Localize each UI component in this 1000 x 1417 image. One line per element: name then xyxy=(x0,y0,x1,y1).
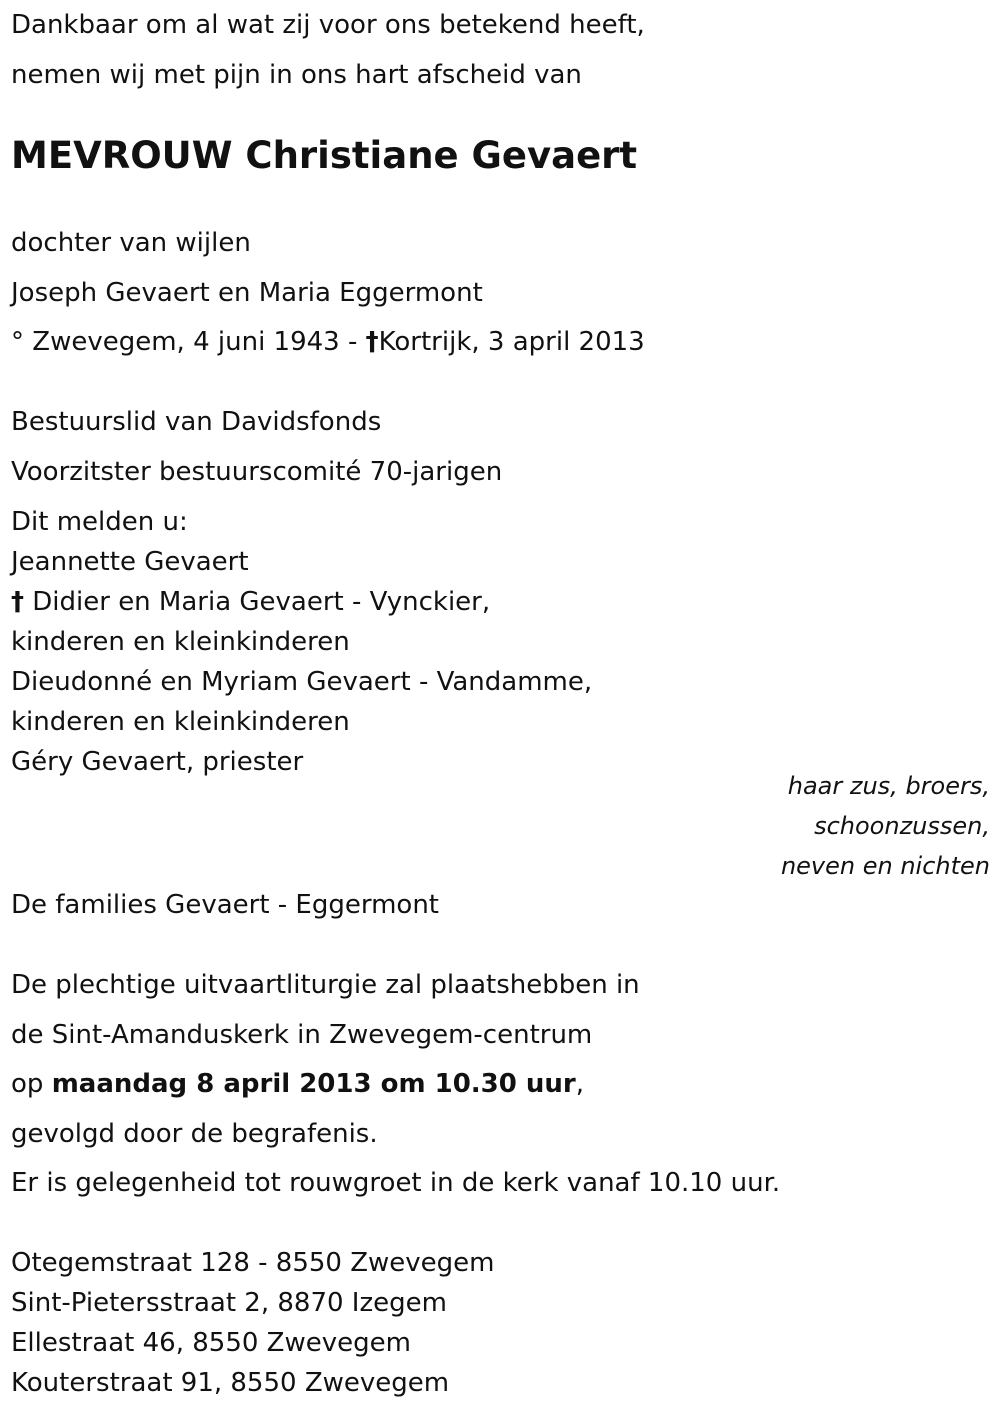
relation-line-3: neven en nichten xyxy=(780,852,990,880)
role-line-1: Bestuurslid van Davidsfonds xyxy=(11,407,382,437)
deceased-name: MEVROUW Christiane Gevaert xyxy=(11,134,638,177)
ceremony-line-1: De plechtige uitvaartliturgie zal plaatshebben in xyxy=(11,970,640,1000)
intro-line-2: nemen wij met pijn in ons hart afscheid van xyxy=(11,60,582,90)
ceremony-line-4: gevolgd door de begrafenis. xyxy=(11,1119,378,1149)
ceremony-line-2: de Sint-Amanduskerk in Zwevegem-centrum xyxy=(11,1020,593,1050)
announcer-line: Jeannette Gevaert xyxy=(11,547,249,577)
address-line: Kouterstraat 91, 8550 Zwevegem xyxy=(11,1368,450,1398)
ceremony-suffix: , xyxy=(575,1069,585,1099)
ceremony-prefix: op xyxy=(11,1069,44,1099)
announcer-text: Didier en Maria Gevaert - Vynckier, xyxy=(32,587,491,617)
address-line: Otegemstraat 128 - 8550 Zwevegem xyxy=(11,1248,495,1278)
birth-symbol: ° xyxy=(11,327,24,357)
address-line: Ellestraat 46, 8550 Zwevegem xyxy=(11,1328,411,1358)
cross-icon: † xyxy=(365,327,379,357)
relation-line-1: haar zus, broers, xyxy=(787,772,990,800)
announcer-line: Dieudonné en Myriam Gevaert - Vandamme, xyxy=(11,667,593,697)
ceremony-line-5: Er is gelegenheid tot rouwgroet in de kerk vanaf 10.10 uur. xyxy=(11,1168,781,1198)
announcer-line xyxy=(11,586,490,618)
announcer-line: kinderen en kleinkinderen xyxy=(11,627,350,657)
announcers-intro: Dit melden u: xyxy=(11,507,188,537)
intro-line-1: Dankbaar om al wat zij voor ons betekend heeft, xyxy=(11,10,645,40)
parents-line-2: Joseph Gevaert en Maria Eggermont xyxy=(11,278,483,308)
birth-info: Zwevegem, 4 juni 1943 - xyxy=(32,327,358,357)
cross-icon: † xyxy=(11,587,24,617)
announcer-line: kinderen en kleinkinderen xyxy=(11,707,350,737)
relation-line-2: schoonzussen, xyxy=(814,812,990,840)
death-info: Kortrijk, 3 april 2013 xyxy=(378,327,645,357)
families-line: De families Gevaert - Eggermont xyxy=(11,890,439,920)
role-line-2: Voorzitster bestuurscomité 70-jarigen xyxy=(11,457,503,487)
ceremony-line-3 xyxy=(11,1068,584,1100)
ceremony-datetime: maandag 8 april 2013 om 10.30 uur xyxy=(51,1069,576,1099)
parents-line-1: dochter van wijlen xyxy=(11,228,251,258)
announcer-line: Géry Gevaert, priester xyxy=(11,747,304,777)
dates-line xyxy=(11,326,645,358)
address-line: Sint-Pietersstraat 2, 8870 Izegem xyxy=(11,1288,447,1318)
